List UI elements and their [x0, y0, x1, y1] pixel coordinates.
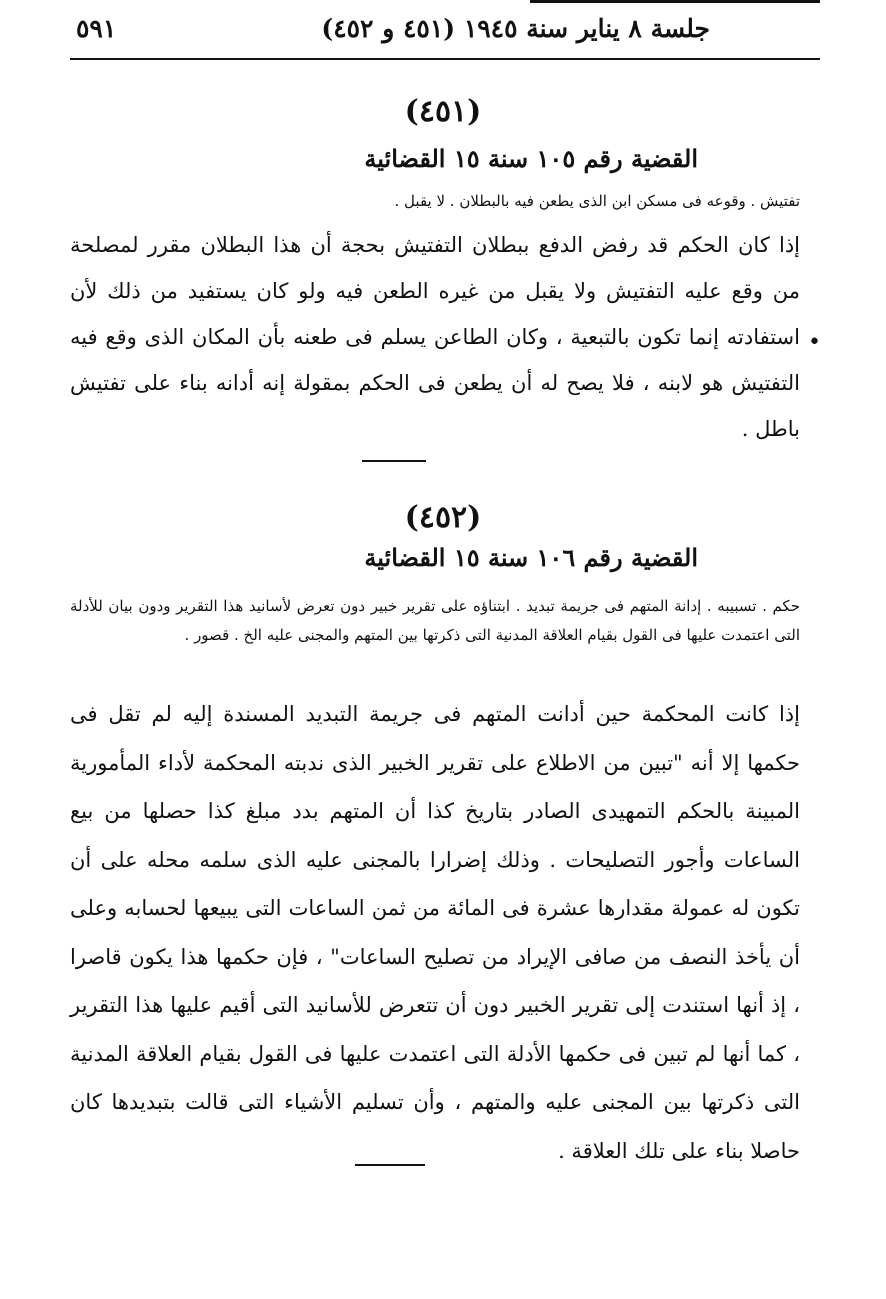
case-keywords-452: حكم . تسبيبه . إدانة المتهم فى جريمة تبديد . ابتناؤه على تقرير خبير دون تعرض لأسانيد هذا التقرير ودون بيان للأدلة التى اعتمدت عليها فى القول بقيام العلاقة المدنية التى ذكرتها بين المتهم والمجنى عليه الخ . قصور .	[70, 597, 800, 644]
case-keywords-451: تفتيش . وقوعه فى مسكن ابن الذى يطعن فيه بالبطلان . لا يقبل .	[394, 192, 800, 210]
case-number-451: (٤٥١)	[404, 94, 482, 129]
margin-mark: •	[808, 330, 821, 355]
page-top-edge-line	[530, 0, 820, 3]
case-principle-452: إذا كانت المحكمة حين أدانت المتهم فى جريمة التبديد المسندة إليه لم تقل فى حكمها إلا أنه "تبين من الاطلاع على تقرير الخبير الذى ندبته المحكمة لأداء المأمورية المبينة بالحكم التمهيدى الصادر بتاريخ كذا أن المتهم بدد مبلغ كذا حصلها من بيع الساعات وأجور التصليحات . وذلك إضرارا بالمجنى عليه الذى سلمه محله على أن تكون له عمولة مقدارها عشرة فى المائة من ثمن الساعات التى يبيعها لحسابه وعلى أن يأخذ النصف من صافى الإيراد من تصليح الساعات" ، فإن حكمها هذا يكون قاصرا ، إذ أنها استندت إلى تقرير الخبير دون أن تتعرض للأسانيد التى أقيم عليها هذا التقرير ، كما أنها لم تبين فى حكمها الأدلة التى اعتمدت عليها فى القول بقيام العلاقة المدنية التى ذكرتها بين المجنى عليه والمتهم ، وأن تسليم الأشياء التى قالت بتبديدها كان حاصلا بناء على تلك العلاقة .	[70, 702, 800, 1163]
case-principle-451: إذا كان الحكم قد رفض الدفع ببطلان التفتيش بحجة أن هذا البطلان مقرر لمصلحة من وقع عليه التفتيش ولا يقبل من غيره الطعن فيه ولو كان يستفيد من ذلك لأن استفادته إنما تكون بالتبعية ، وكان الطاعن يسلم فى طعنه بأن المكان الذى وقع فيه التفتيش هو لابنه ، فلا يصح له أن يطعن فى الحكم بمقولة إنه أدانه بناء على تفتيش باطل .	[70, 233, 800, 441]
case-divider-1	[362, 460, 426, 462]
running-head-title: جلسة ٨ يناير سنة ١٩٤٥ (٤٥١ و ٤٥٢)	[321, 14, 710, 43]
case-divider-2	[355, 1164, 425, 1166]
running-head	[70, 14, 830, 54]
header-rule	[70, 58, 820, 60]
page-number: ٥٩١	[76, 14, 117, 43]
case-reference-452: القضية رقم ١٠٦ سنة ١٥ القضائية	[364, 543, 698, 572]
case-number-452: (٤٥٢)	[404, 500, 482, 535]
case-reference-451: القضية رقم ١٠٥ سنة ١٥ القضائية	[364, 144, 698, 173]
